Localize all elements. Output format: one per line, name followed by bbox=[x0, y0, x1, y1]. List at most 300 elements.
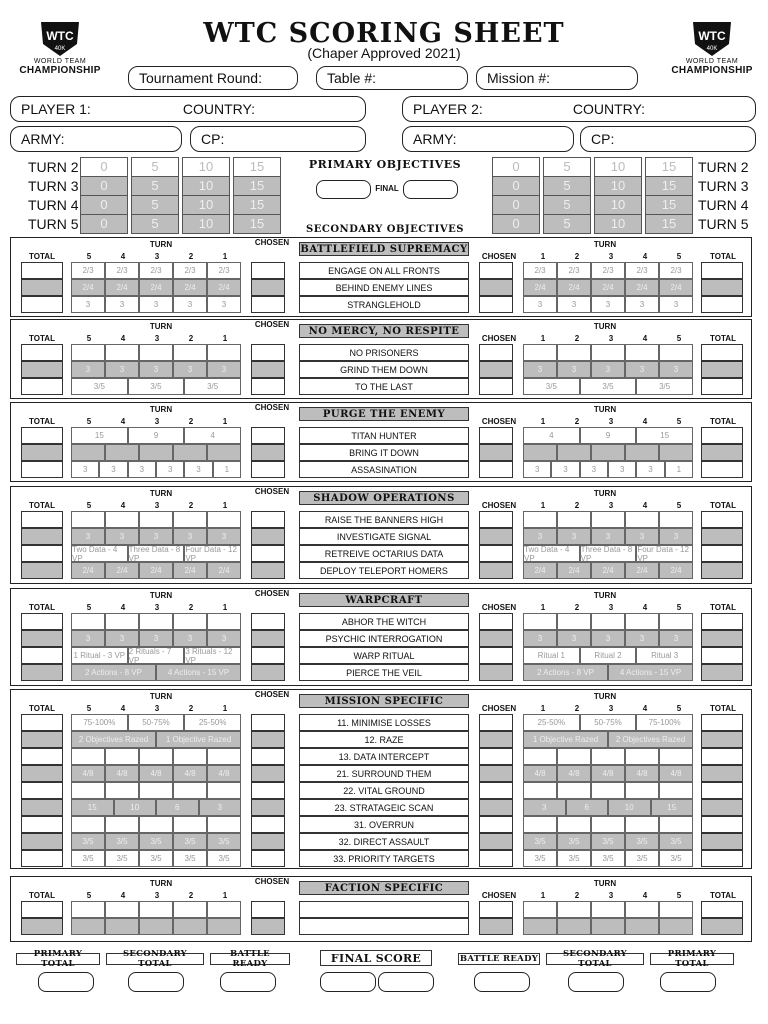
total-box-p1[interactable] bbox=[21, 562, 63, 579]
score-cell-p2[interactable]: 3 bbox=[591, 630, 625, 647]
score-cell-p2[interactable]: 3 bbox=[523, 528, 557, 545]
score-cell-p1[interactable] bbox=[71, 444, 105, 461]
score-cell-p1[interactable]: 15 bbox=[71, 799, 114, 816]
tournament-round-field[interactable]: Tournament Round: bbox=[128, 66, 298, 90]
score-cell-p2[interactable]: 4/8 bbox=[659, 765, 693, 782]
score-cell-p1[interactable] bbox=[139, 782, 173, 799]
score-cell-p1[interactable] bbox=[105, 613, 139, 630]
score-cell-p2[interactable]: 3 bbox=[557, 630, 591, 647]
score-cell-p1[interactable]: 4/8 bbox=[139, 765, 173, 782]
score-cell-p1[interactable]: 4/8 bbox=[105, 765, 139, 782]
score-cell-p1[interactable]: 75-100% bbox=[71, 714, 128, 731]
score-cell-p2[interactable]: 2/4 bbox=[659, 279, 693, 296]
primary-score-cell[interactable]: 10 bbox=[182, 214, 230, 234]
score-cell-p2[interactable]: Ritual 2 bbox=[580, 647, 637, 664]
score-cell-p1[interactable]: 3 bbox=[71, 361, 105, 378]
score-cell-p2[interactable]: Ritual 1 bbox=[523, 647, 580, 664]
score-cell-p1[interactable] bbox=[173, 613, 207, 630]
player1-army-field[interactable]: ARMY: bbox=[10, 126, 182, 152]
total-box-p1[interactable] bbox=[21, 647, 63, 664]
score-cell-p2[interactable]: 3 bbox=[551, 461, 579, 478]
score-cell-p1[interactable]: 3/5 bbox=[207, 833, 241, 850]
score-cell-p1[interactable] bbox=[173, 918, 207, 935]
score-cell-p2[interactable]: 3 bbox=[557, 296, 591, 313]
total-box-p1[interactable] bbox=[21, 664, 63, 681]
score-cell-p2[interactable]: Three Data - 8 VP bbox=[580, 545, 637, 562]
chosen-box-p2[interactable] bbox=[479, 296, 513, 313]
total-box-p2[interactable] bbox=[701, 664, 743, 681]
score-cell-p2[interactable] bbox=[659, 918, 693, 935]
chosen-box-p1[interactable] bbox=[251, 378, 285, 395]
score-cell-p1[interactable]: 3/5 bbox=[139, 850, 173, 867]
chosen-box-p2[interactable] bbox=[479, 664, 513, 681]
score-cell-p1[interactable]: 3 bbox=[139, 630, 173, 647]
score-cell-p2[interactable]: 2/3 bbox=[659, 262, 693, 279]
score-cell-p2[interactable] bbox=[523, 748, 557, 765]
total-box-p1[interactable] bbox=[21, 378, 63, 395]
score-cell-p1[interactable]: 3 bbox=[71, 461, 99, 478]
score-cell-p2[interactable] bbox=[625, 782, 659, 799]
score-cell-p2[interactable]: Four Data - 12 VP bbox=[636, 545, 693, 562]
score-cell-p1[interactable]: 3 bbox=[105, 361, 139, 378]
score-cell-p1[interactable] bbox=[207, 444, 241, 461]
score-cell-p2[interactable]: 3/5 bbox=[636, 378, 693, 395]
score-cell-p2[interactable] bbox=[591, 816, 625, 833]
score-cell-p1[interactable] bbox=[139, 901, 173, 918]
primary-score-cell[interactable]: 5 bbox=[543, 214, 591, 234]
battle-ready-box-p1[interactable] bbox=[220, 972, 276, 992]
score-cell-p1[interactable]: 3 bbox=[156, 461, 184, 478]
total-box-p2[interactable] bbox=[701, 528, 743, 545]
score-cell-p1[interactable]: 2/4 bbox=[173, 279, 207, 296]
chosen-box-p2[interactable] bbox=[479, 461, 513, 478]
chosen-box-p1[interactable] bbox=[251, 279, 285, 296]
total-box-p1[interactable] bbox=[21, 816, 63, 833]
score-cell-p1[interactable] bbox=[139, 444, 173, 461]
primary-score-cell[interactable]: 5 bbox=[543, 157, 591, 177]
primary-score-cell[interactable]: 5 bbox=[543, 195, 591, 215]
score-cell-p2[interactable]: Ritual 3 bbox=[636, 647, 693, 664]
chosen-box-p2[interactable] bbox=[479, 918, 513, 935]
total-box-p2[interactable] bbox=[701, 799, 743, 816]
score-cell-p2[interactable]: 3 bbox=[580, 461, 608, 478]
score-cell-p1[interactable] bbox=[105, 782, 139, 799]
score-cell-p2[interactable]: 2/4 bbox=[659, 562, 693, 579]
score-cell-p1[interactable]: 2/3 bbox=[139, 262, 173, 279]
primary-score-cell[interactable]: 10 bbox=[182, 195, 230, 215]
score-cell-p2[interactable]: 3 bbox=[591, 296, 625, 313]
score-cell-p1[interactable]: 3 bbox=[139, 361, 173, 378]
primary-score-cell[interactable]: 0 bbox=[80, 157, 128, 177]
score-cell-p2[interactable] bbox=[591, 511, 625, 528]
total-box-p1[interactable] bbox=[21, 765, 63, 782]
score-cell-p2[interactable] bbox=[523, 918, 557, 935]
score-cell-p1[interactable]: 1 Ritual - 3 VP bbox=[71, 647, 128, 664]
chosen-box-p1[interactable] bbox=[251, 630, 285, 647]
score-cell-p1[interactable]: 3/5 bbox=[207, 850, 241, 867]
score-cell-p1[interactable]: 3 bbox=[173, 296, 207, 313]
score-cell-p1[interactable] bbox=[173, 748, 207, 765]
chosen-box-p1[interactable] bbox=[251, 613, 285, 630]
score-cell-p2[interactable]: 4 Actions - 15 VP bbox=[608, 664, 693, 681]
score-cell-p2[interactable]: 3/5 bbox=[659, 850, 693, 867]
total-box-p2[interactable] bbox=[701, 511, 743, 528]
primary-total-box-p2[interactable] bbox=[660, 972, 716, 992]
mission-number-field[interactable]: Mission #: bbox=[476, 66, 638, 90]
score-cell-p2[interactable]: 3 bbox=[659, 361, 693, 378]
score-cell-p2[interactable]: 2/4 bbox=[591, 279, 625, 296]
score-cell-p2[interactable]: 2/3 bbox=[591, 262, 625, 279]
score-cell-p1[interactable]: 3/5 bbox=[71, 833, 105, 850]
score-cell-p1[interactable] bbox=[139, 511, 173, 528]
score-cell-p2[interactable] bbox=[523, 344, 557, 361]
score-cell-p1[interactable] bbox=[71, 511, 105, 528]
primary-score-cell[interactable]: 15 bbox=[645, 176, 693, 196]
score-cell-p2[interactable]: 3 bbox=[636, 461, 664, 478]
score-cell-p2[interactable]: 3/5 bbox=[659, 833, 693, 850]
score-cell-p1[interactable] bbox=[173, 901, 207, 918]
score-cell-p1[interactable]: 3 bbox=[71, 630, 105, 647]
chosen-box-p2[interactable] bbox=[479, 528, 513, 545]
score-cell-p2[interactable]: 25-50% bbox=[523, 714, 580, 731]
score-cell-p2[interactable]: 3 bbox=[659, 528, 693, 545]
score-cell-p1[interactable]: 2/4 bbox=[173, 562, 207, 579]
score-cell-p1[interactable]: 2/3 bbox=[173, 262, 207, 279]
secondary-total-box-p2[interactable] bbox=[568, 972, 624, 992]
chosen-box-p1[interactable] bbox=[251, 296, 285, 313]
chosen-box-p1[interactable] bbox=[251, 511, 285, 528]
score-cell-p2[interactable] bbox=[625, 901, 659, 918]
score-cell-p2[interactable]: 2 Objectives Razed bbox=[608, 731, 693, 748]
score-cell-p2[interactable] bbox=[557, 511, 591, 528]
score-cell-p1[interactable]: 1 Objective Razed bbox=[156, 731, 241, 748]
chosen-box-p2[interactable] bbox=[479, 279, 513, 296]
score-cell-p2[interactable] bbox=[659, 748, 693, 765]
score-cell-p2[interactable]: 2/4 bbox=[625, 562, 659, 579]
score-cell-p1[interactable] bbox=[71, 816, 105, 833]
chosen-box-p1[interactable] bbox=[251, 647, 285, 664]
chosen-box-p2[interactable] bbox=[479, 765, 513, 782]
total-box-p1[interactable] bbox=[21, 630, 63, 647]
score-cell-p1[interactable]: 3/5 bbox=[173, 833, 207, 850]
score-cell-p1[interactable] bbox=[105, 511, 139, 528]
score-cell-p2[interactable] bbox=[625, 444, 659, 461]
score-cell-p1[interactable]: 3 bbox=[105, 630, 139, 647]
chosen-box-p2[interactable] bbox=[479, 545, 513, 562]
primary-score-cell[interactable]: 15 bbox=[645, 195, 693, 215]
score-cell-p1[interactable]: 6 bbox=[156, 799, 199, 816]
score-cell-p2[interactable] bbox=[523, 782, 557, 799]
score-cell-p2[interactable]: 2/4 bbox=[523, 562, 557, 579]
chosen-box-p2[interactable] bbox=[479, 850, 513, 867]
score-cell-p2[interactable] bbox=[625, 918, 659, 935]
score-cell-p1[interactable]: 3 bbox=[207, 296, 241, 313]
total-box-p1[interactable] bbox=[21, 528, 63, 545]
score-cell-p1[interactable]: 4 Actions - 15 VP bbox=[156, 664, 241, 681]
score-cell-p2[interactable]: 3/5 bbox=[625, 850, 659, 867]
chosen-box-p1[interactable] bbox=[251, 850, 285, 867]
score-cell-p1[interactable] bbox=[207, 511, 241, 528]
score-cell-p2[interactable]: 3/5 bbox=[523, 833, 557, 850]
score-cell-p2[interactable]: 3 bbox=[523, 461, 551, 478]
score-cell-p1[interactable]: 4/8 bbox=[207, 765, 241, 782]
primary-score-cell[interactable]: 15 bbox=[233, 214, 281, 234]
score-cell-p2[interactable]: 1 bbox=[665, 461, 693, 478]
score-cell-p1[interactable] bbox=[173, 444, 207, 461]
score-cell-p2[interactable]: 2 Actions - 8 VP bbox=[523, 664, 608, 681]
score-cell-p2[interactable]: 10 bbox=[608, 799, 651, 816]
score-cell-p2[interactable]: 3 bbox=[557, 528, 591, 545]
score-cell-p2[interactable] bbox=[659, 901, 693, 918]
score-cell-p1[interactable]: 3/5 bbox=[128, 378, 185, 395]
primary-score-cell[interactable]: 15 bbox=[233, 195, 281, 215]
score-cell-p2[interactable]: 2/3 bbox=[625, 262, 659, 279]
score-cell-p2[interactable]: 3 bbox=[625, 630, 659, 647]
player2-cp-field[interactable]: CP: bbox=[580, 126, 756, 152]
score-cell-p1[interactable] bbox=[139, 613, 173, 630]
score-cell-p1[interactable]: 4/8 bbox=[173, 765, 207, 782]
total-box-p2[interactable] bbox=[701, 647, 743, 664]
score-cell-p1[interactable]: 9 bbox=[128, 427, 185, 444]
total-box-p1[interactable] bbox=[21, 344, 63, 361]
score-cell-p1[interactable] bbox=[71, 344, 105, 361]
chosen-box-p2[interactable] bbox=[479, 731, 513, 748]
total-box-p2[interactable] bbox=[701, 279, 743, 296]
score-cell-p2[interactable]: 9 bbox=[580, 427, 637, 444]
total-box-p2[interactable] bbox=[701, 901, 743, 918]
chosen-box-p1[interactable] bbox=[251, 901, 285, 918]
score-cell-p1[interactable]: 3 bbox=[207, 361, 241, 378]
score-cell-p1[interactable] bbox=[71, 613, 105, 630]
score-cell-p2[interactable] bbox=[591, 613, 625, 630]
score-cell-p2[interactable]: 3 bbox=[659, 630, 693, 647]
score-cell-p1[interactable]: 3/5 bbox=[139, 833, 173, 850]
chosen-box-p1[interactable] bbox=[251, 361, 285, 378]
score-cell-p2[interactable]: 4/8 bbox=[557, 765, 591, 782]
score-cell-p2[interactable] bbox=[625, 613, 659, 630]
score-cell-p1[interactable]: 15 bbox=[71, 427, 128, 444]
total-box-p2[interactable] bbox=[701, 765, 743, 782]
score-cell-p1[interactable]: 3 bbox=[105, 296, 139, 313]
primary-score-cell[interactable]: 0 bbox=[492, 157, 540, 177]
score-cell-p2[interactable] bbox=[557, 748, 591, 765]
score-cell-p1[interactable]: 2/3 bbox=[71, 262, 105, 279]
total-box-p1[interactable] bbox=[21, 545, 63, 562]
score-cell-p2[interactable]: 2/4 bbox=[591, 562, 625, 579]
chosen-box-p2[interactable] bbox=[479, 613, 513, 630]
score-cell-p2[interactable] bbox=[557, 816, 591, 833]
score-cell-p1[interactable]: 3 bbox=[139, 528, 173, 545]
score-cell-p1[interactable]: 3 bbox=[173, 528, 207, 545]
total-box-p1[interactable] bbox=[21, 833, 63, 850]
total-box-p1[interactable] bbox=[21, 748, 63, 765]
score-cell-p1[interactable] bbox=[71, 918, 105, 935]
player1-field[interactable]: PLAYER 1: COUNTRY: bbox=[10, 96, 366, 122]
score-cell-p1[interactable]: 2 Rituals - 7 VP bbox=[128, 647, 185, 664]
chosen-box-p2[interactable] bbox=[479, 511, 513, 528]
primary-score-cell[interactable]: 10 bbox=[594, 157, 642, 177]
chosen-box-p1[interactable] bbox=[251, 262, 285, 279]
chosen-box-p2[interactable] bbox=[479, 444, 513, 461]
chosen-box-p2[interactable] bbox=[479, 647, 513, 664]
chosen-box-p1[interactable] bbox=[251, 714, 285, 731]
score-cell-p2[interactable]: 2/4 bbox=[523, 279, 557, 296]
score-cell-p1[interactable]: 3/5 bbox=[71, 378, 128, 395]
total-box-p2[interactable] bbox=[701, 427, 743, 444]
score-cell-p2[interactable]: 3/5 bbox=[625, 833, 659, 850]
score-cell-p2[interactable]: 3 bbox=[625, 296, 659, 313]
score-cell-p2[interactable]: 3 bbox=[625, 361, 659, 378]
score-cell-p2[interactable] bbox=[557, 782, 591, 799]
total-box-p2[interactable] bbox=[701, 296, 743, 313]
chosen-box-p2[interactable] bbox=[479, 748, 513, 765]
score-cell-p2[interactable] bbox=[557, 613, 591, 630]
chosen-box-p2[interactable] bbox=[479, 427, 513, 444]
score-cell-p1[interactable] bbox=[173, 511, 207, 528]
primary-score-cell[interactable]: 0 bbox=[80, 195, 128, 215]
score-cell-p2[interactable]: 50-75% bbox=[580, 714, 637, 731]
score-cell-p2[interactable]: 3 bbox=[659, 296, 693, 313]
score-cell-p1[interactable] bbox=[105, 748, 139, 765]
score-cell-p2[interactable] bbox=[659, 816, 693, 833]
score-cell-p2[interactable] bbox=[625, 511, 659, 528]
total-box-p2[interactable] bbox=[701, 850, 743, 867]
score-cell-p2[interactable] bbox=[591, 748, 625, 765]
score-cell-p1[interactable] bbox=[207, 816, 241, 833]
primary-score-cell[interactable]: 10 bbox=[182, 157, 230, 177]
score-cell-p1[interactable]: 3/5 bbox=[71, 850, 105, 867]
total-box-p1[interactable] bbox=[21, 799, 63, 816]
score-cell-p1[interactable]: 3/5 bbox=[105, 833, 139, 850]
score-cell-p1[interactable]: Four Data - 12 VP bbox=[184, 545, 241, 562]
score-cell-p1[interactable] bbox=[105, 918, 139, 935]
chosen-box-p1[interactable] bbox=[251, 461, 285, 478]
score-cell-p2[interactable]: 2/3 bbox=[523, 262, 557, 279]
score-cell-p1[interactable]: 3 bbox=[184, 461, 212, 478]
score-cell-p1[interactable]: 3 Rituals - 12 VP bbox=[184, 647, 241, 664]
score-cell-p1[interactable] bbox=[207, 613, 241, 630]
total-box-p2[interactable] bbox=[701, 545, 743, 562]
score-cell-p2[interactable]: 3 bbox=[625, 528, 659, 545]
score-cell-p1[interactable]: 2/4 bbox=[105, 279, 139, 296]
score-cell-p2[interactable]: 3 bbox=[523, 799, 566, 816]
total-box-p1[interactable] bbox=[21, 461, 63, 478]
score-cell-p1[interactable] bbox=[207, 782, 241, 799]
primary-final-p2[interactable] bbox=[403, 180, 458, 199]
score-cell-p1[interactable]: 3 bbox=[99, 461, 127, 478]
player2-army-field[interactable]: ARMY: bbox=[402, 126, 574, 152]
final-score-box-p2[interactable] bbox=[378, 972, 434, 992]
score-cell-p2[interactable]: 15 bbox=[636, 427, 693, 444]
score-cell-p2[interactable]: 3/5 bbox=[557, 833, 591, 850]
score-cell-p2[interactable]: 3 bbox=[523, 296, 557, 313]
score-cell-p2[interactable] bbox=[591, 918, 625, 935]
score-cell-p1[interactable]: 2/4 bbox=[207, 562, 241, 579]
chosen-box-p1[interactable] bbox=[251, 545, 285, 562]
score-cell-p1[interactable]: 2/3 bbox=[207, 262, 241, 279]
score-cell-p2[interactable]: 3 bbox=[608, 461, 636, 478]
score-cell-p1[interactable] bbox=[173, 816, 207, 833]
chosen-box-p1[interactable] bbox=[251, 833, 285, 850]
score-cell-p2[interactable]: 6 bbox=[566, 799, 609, 816]
chosen-box-p1[interactable] bbox=[251, 765, 285, 782]
score-cell-p1[interactable]: 3 bbox=[71, 528, 105, 545]
total-box-p1[interactable] bbox=[21, 427, 63, 444]
score-cell-p1[interactable] bbox=[139, 816, 173, 833]
total-box-p1[interactable] bbox=[21, 444, 63, 461]
total-box-p2[interactable] bbox=[701, 461, 743, 478]
score-cell-p2[interactable] bbox=[557, 918, 591, 935]
score-cell-p1[interactable]: 2/4 bbox=[105, 562, 139, 579]
score-cell-p1[interactable]: 2 Objectives Razed bbox=[71, 731, 156, 748]
chosen-box-p1[interactable] bbox=[251, 664, 285, 681]
primary-score-cell[interactable]: 15 bbox=[233, 157, 281, 177]
chosen-box-p1[interactable] bbox=[251, 528, 285, 545]
total-box-p2[interactable] bbox=[701, 748, 743, 765]
chosen-box-p2[interactable] bbox=[479, 562, 513, 579]
total-box-p2[interactable] bbox=[701, 361, 743, 378]
score-cell-p2[interactable]: 3 bbox=[591, 361, 625, 378]
primary-score-cell[interactable]: 10 bbox=[182, 176, 230, 196]
total-box-p2[interactable] bbox=[701, 613, 743, 630]
total-box-p2[interactable] bbox=[701, 833, 743, 850]
chosen-box-p2[interactable] bbox=[479, 799, 513, 816]
chosen-box-p2[interactable] bbox=[479, 361, 513, 378]
score-cell-p2[interactable]: Two Data - 4 VP bbox=[523, 545, 580, 562]
total-box-p1[interactable] bbox=[21, 782, 63, 799]
score-cell-p2[interactable] bbox=[591, 901, 625, 918]
score-cell-p1[interactable]: 3 bbox=[207, 630, 241, 647]
chosen-box-p1[interactable] bbox=[251, 344, 285, 361]
total-box-p1[interactable] bbox=[21, 901, 63, 918]
score-cell-p2[interactable]: 3 bbox=[523, 630, 557, 647]
total-box-p1[interactable] bbox=[21, 714, 63, 731]
chosen-box-p2[interactable] bbox=[479, 901, 513, 918]
score-cell-p1[interactable] bbox=[207, 344, 241, 361]
score-cell-p2[interactable]: 3/5 bbox=[557, 850, 591, 867]
primary-score-cell[interactable]: 5 bbox=[131, 176, 179, 196]
score-cell-p2[interactable]: 15 bbox=[651, 799, 694, 816]
primary-score-cell[interactable]: 10 bbox=[594, 214, 642, 234]
total-box-p2[interactable] bbox=[701, 262, 743, 279]
chosen-box-p1[interactable] bbox=[251, 562, 285, 579]
total-box-p2[interactable] bbox=[701, 918, 743, 935]
score-cell-p1[interactable]: 3/5 bbox=[105, 850, 139, 867]
score-cell-p2[interactable] bbox=[523, 613, 557, 630]
total-box-p1[interactable] bbox=[21, 296, 63, 313]
total-box-p1[interactable] bbox=[21, 731, 63, 748]
score-cell-p1[interactable] bbox=[139, 344, 173, 361]
score-cell-p2[interactable]: 3/5 bbox=[523, 850, 557, 867]
score-cell-p2[interactable]: 3/5 bbox=[523, 378, 580, 395]
total-box-p2[interactable] bbox=[701, 444, 743, 461]
primary-total-box-p1[interactable] bbox=[38, 972, 94, 992]
final-score-box-p1[interactable] bbox=[320, 972, 376, 992]
score-cell-p2[interactable] bbox=[591, 782, 625, 799]
chosen-box-p1[interactable] bbox=[251, 799, 285, 816]
primary-score-cell[interactable]: 15 bbox=[233, 176, 281, 196]
score-cell-p1[interactable]: 3/5 bbox=[184, 378, 241, 395]
chosen-box-p1[interactable] bbox=[251, 731, 285, 748]
primary-score-cell[interactable]: 0 bbox=[492, 176, 540, 196]
total-box-p2[interactable] bbox=[701, 782, 743, 799]
score-cell-p1[interactable]: 3 bbox=[139, 296, 173, 313]
score-cell-p2[interactable]: 3/5 bbox=[580, 378, 637, 395]
score-cell-p1[interactable]: 3 bbox=[173, 361, 207, 378]
score-cell-p1[interactable]: 25-50% bbox=[184, 714, 241, 731]
score-cell-p2[interactable]: 1 Objective Razed bbox=[523, 731, 608, 748]
score-cell-p1[interactable] bbox=[105, 816, 139, 833]
